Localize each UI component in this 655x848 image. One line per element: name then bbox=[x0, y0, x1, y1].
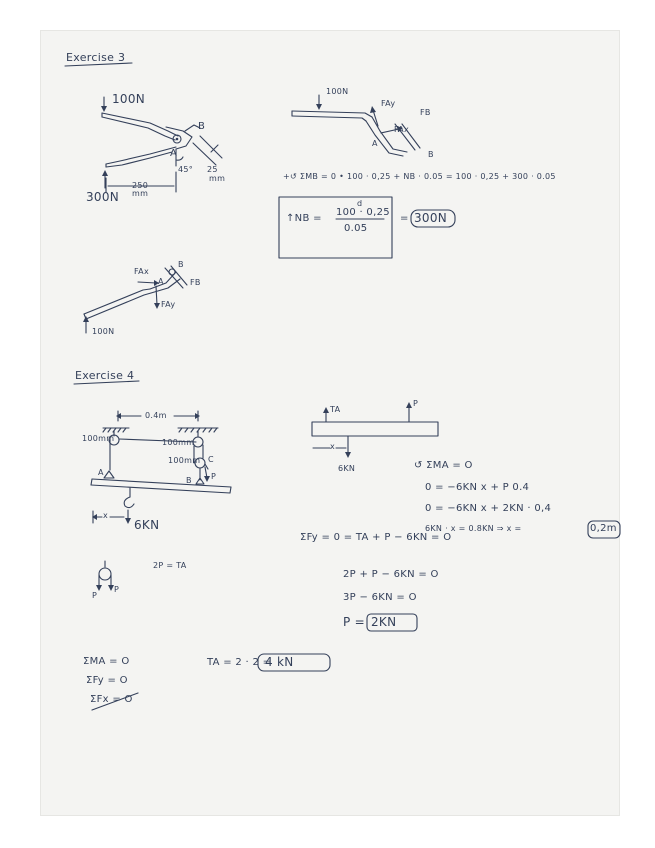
result-lhs: ↑NB = bbox=[286, 213, 322, 224]
fbd-top-label-A: A bbox=[372, 139, 378, 148]
pliers-dim-25-mm: mm bbox=[209, 174, 226, 183]
fbd-top-force: 100N bbox=[326, 87, 349, 96]
pulley-system-figure bbox=[91, 411, 231, 524]
result-boxed-value: 300N bbox=[414, 211, 448, 225]
ta-result-boxed: 4 kN bbox=[265, 655, 294, 669]
pulley-left-radius: 100mm bbox=[82, 434, 115, 443]
ta-result-prefix: TA = 2 · 2 = bbox=[207, 657, 272, 668]
fbd-top-fay: FAy bbox=[381, 99, 396, 108]
moment-line-1: 0 = −6KN x + P 0.4 bbox=[425, 482, 530, 493]
pliers-angle: 45° bbox=[178, 165, 194, 174]
pliers-force-top-label: 100N bbox=[112, 92, 146, 106]
p-line-1: 2P + P − 6KN = O bbox=[343, 569, 439, 580]
exercise-3-title: Exercise 3 bbox=[66, 51, 126, 64]
moment-equation: +↺ ΣMB = 0 • 100 · 0,25 + NB · 0.05 = 100 · 0,25 + 300 · 0.05 bbox=[283, 172, 556, 181]
pulley-small-radius: 100mm bbox=[168, 456, 201, 465]
pulley-label-C: C bbox=[208, 455, 214, 464]
pliers-label-A: A bbox=[170, 148, 178, 159]
moment-eq-title: ↺ ΣMA = O bbox=[414, 460, 473, 471]
free-pulley-p-right: P bbox=[114, 585, 120, 594]
pliers-dim-25: 25 bbox=[207, 165, 218, 174]
p-line-2: 3P − 6KN = O bbox=[343, 592, 417, 603]
pliers-dim-250: 250 bbox=[132, 181, 149, 190]
moment-boxed: 0,2m bbox=[590, 523, 617, 534]
fbd-top-fax: FAx bbox=[394, 125, 409, 134]
moment-line-2: 0 = −6KN x + 2KN · 0,4 bbox=[425, 503, 552, 514]
sum-line-1: ΣFy = O bbox=[86, 675, 128, 686]
pliers-force-bottom-label: 300N bbox=[86, 190, 120, 204]
pulley-label-P: P bbox=[211, 472, 217, 481]
pliers-dim-mm: mm bbox=[132, 189, 149, 198]
result-equals: = bbox=[400, 213, 409, 224]
p-line-3: P = bbox=[343, 615, 366, 629]
fy-equation: ΣFy = 0 = TA + P − 6KN = O bbox=[300, 532, 452, 543]
fbd-lower-fb: FB bbox=[190, 278, 201, 287]
exercise-4-title: Exercise 4 bbox=[75, 369, 135, 382]
pulley-mid-radius: 100mm bbox=[162, 438, 195, 447]
sum-line-2: ΣFx = O bbox=[90, 694, 133, 705]
fbd-lower-fay: FAy bbox=[161, 300, 176, 309]
free-pulley-p-left: P bbox=[92, 591, 98, 600]
beam-load: 6KN bbox=[338, 464, 356, 473]
fbd-lower-label-A: A bbox=[158, 277, 164, 286]
fbd-lower-fax: FAx bbox=[134, 267, 149, 276]
fbd-top-fb: FB bbox=[420, 108, 431, 117]
result-denominator: 0.05 bbox=[344, 223, 368, 234]
beam-ta: TA bbox=[330, 405, 341, 414]
beam-x: x bbox=[330, 442, 336, 451]
free-pulley-sketch bbox=[96, 561, 114, 591]
moment-line-3: 6KN · x = 0.8KN ⇒ x = bbox=[425, 524, 522, 533]
fbd-top-label-B: B bbox=[428, 150, 434, 159]
p-boxed: 2KN bbox=[371, 615, 397, 629]
result-numerator: 100 · 0,25 bbox=[336, 207, 390, 218]
result-d: d bbox=[357, 199, 363, 208]
pulley-dim-top: 0.4m bbox=[145, 411, 167, 420]
fbd-lower-label-B: B bbox=[178, 260, 184, 269]
beam-p: P bbox=[413, 399, 419, 408]
pulley-label-B: B bbox=[186, 476, 192, 485]
pliers-figure bbox=[101, 97, 222, 192]
sum-line-0: ΣMA = O bbox=[83, 656, 130, 667]
pulley-label-A: A bbox=[98, 468, 104, 477]
pliers-label-B: B bbox=[198, 121, 206, 132]
fbd-lower-force: 100N bbox=[92, 327, 115, 336]
eq-2p-ta: 2P = TA bbox=[153, 561, 187, 570]
pulley-label-x: x bbox=[103, 511, 109, 520]
pulley-load: 6KN bbox=[134, 518, 160, 532]
